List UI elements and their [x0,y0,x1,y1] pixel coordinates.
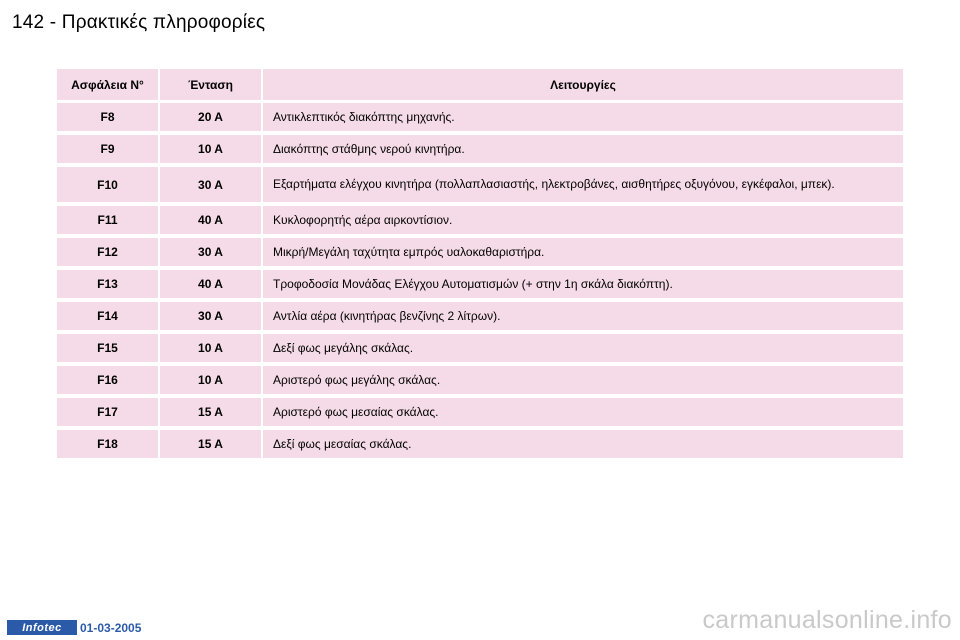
column-header-function: Λειτουργίες [263,69,903,100]
function-cell: Τροφοδοσία Μονάδας Ελέγχου Αυτοματισμών (+ στην 1η σκάλα διακόπτη). [263,270,903,298]
footer-date: 01-03-2005 [80,621,142,635]
fuse-cell: F9 [57,135,158,163]
amperage-cell: 20 A [160,103,261,131]
amperage-cell: 30 A [160,167,261,202]
page-title: 142 - Πρακτικές πληροφορίες [12,12,266,33]
column-header-fuse: Ασφάλεια N° [57,69,158,100]
fuse-cell: F15 [57,334,158,362]
function-cell: Αριστερό φως μεγάλης σκάλας. [263,366,903,394]
amperage-cell: 15 A [160,398,261,426]
amperage-cell: 30 A [160,238,261,266]
function-cell: Εξαρτήματα ελέγχου κινητήρα (πολλαπλασιαστής, ηλεκτροβάνες, αισθητήρες οξυγόνου, εγκέφαλοι, μπεκ). [263,167,903,202]
function-cell: Αντλία αέρα (κινητήρας βενζίνης 2 λίτρων). [263,302,903,330]
function-cell: Δεξί φως μεσαίας σκάλας. [263,430,903,458]
function-cell: Κυκλοφορητής αέρα αιρκοντίσιον. [263,206,903,234]
fuse-cell: F13 [57,270,158,298]
amperage-cell: 30 A [160,302,261,330]
fuse-cell: F16 [57,366,158,394]
fuse-cell: F8 [57,103,158,131]
function-cell: Διακόπτης στάθμης νερού κινητήρα. [263,135,903,163]
amperage-cell: 10 A [160,334,261,362]
amperage-cell: 40 A [160,206,261,234]
fuse-cell: F11 [57,206,158,234]
function-cell: Αντικλεπτικός διακόπτης μηχανής. [263,103,903,131]
amperage-cell: 10 A [160,135,261,163]
fuse-cell: F12 [57,238,158,266]
amperage-cell: 15 A [160,430,261,458]
fuse-cell: F14 [57,302,158,330]
amperage-cell: 10 A [160,366,261,394]
watermark: carmanualsonline.info [702,606,952,634]
fuse-table [57,69,903,462]
infotec-logo: Infotec [7,620,77,635]
fuse-cell: F17 [57,398,158,426]
function-cell: Δεξί φως μεγάλης σκάλας. [263,334,903,362]
fuse-cell: F18 [57,430,158,458]
function-cell: Αριστερό φως μεσαίας σκάλας. [263,398,903,426]
column-header-amperage: Ένταση [160,69,261,100]
fuse-cell: F10 [57,167,158,202]
amperage-cell: 40 A [160,270,261,298]
function-cell: Μικρή/Μεγάλη ταχύτητα εμπρός υαλοκαθαριστήρα. [263,238,903,266]
